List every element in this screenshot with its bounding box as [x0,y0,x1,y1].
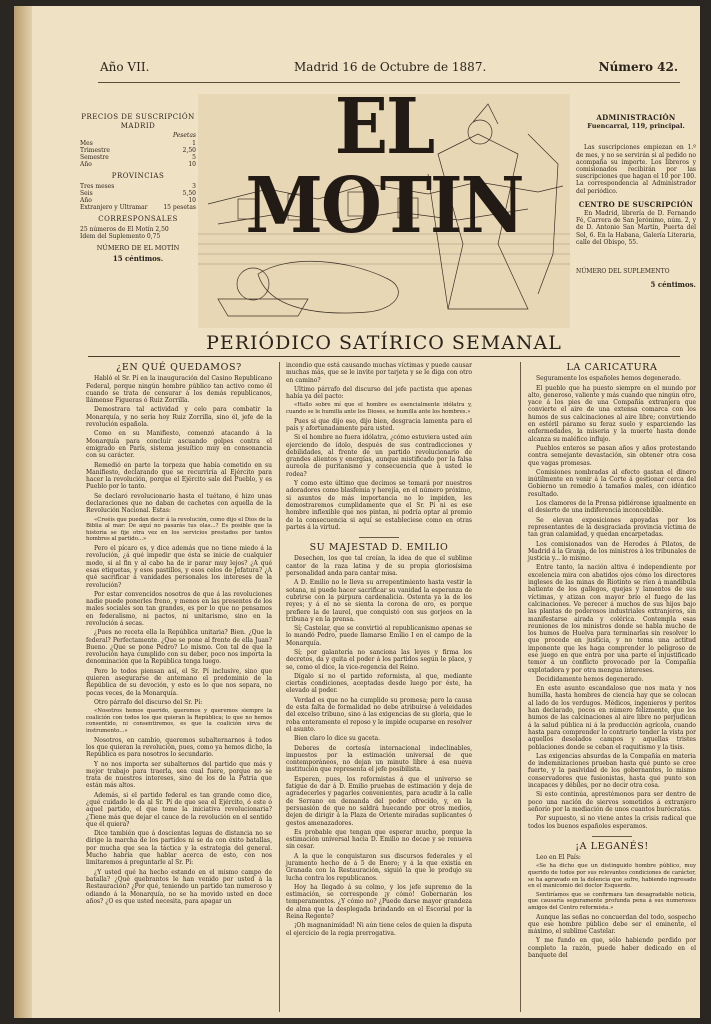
paragraph: El pueblo que ha puesto siempre en el mundo por alto, generoso, valiente y más cuando que ningún otro, yace á los pies de una Compañía extranjera que convierte el aire de una extensa comarca con los humos de sus calcinaciones al aire libre; convirtiendo en estéril páramo su feraz suelo y esparciendo las enfermedades, la miseria y la muerte hasta donde alcanza su maléfico influjo. [528,384,696,443]
paragraph: Ultimo párrafo del discurso del jefe pactista que apenas había ya del pacto: [286,385,472,401]
price-row: Idem del Suplemento 0,75 [80,232,161,240]
paragraph: En este asunto escandaloso que nos mata y nos humilla, hasta hombres de ciencia hay que se colocan al lado de los verdugos. Médicos, ingenieros y peritos han declarado, pocos en número felizmente, que los humos de las calcinaciones al aire libre no perjudican á la salud pública ni á la producción agrícola, cuando hasta para comprender lo contrario tender la vista por aquellos desolados campos y aquellas tristes poblaciones donde se ceban el raquitismo y la tisis. [528,685,696,751]
issue-date: Madrid 16 de Octubre de 1887. [294,60,487,74]
issue-year: Año VII. [100,60,150,74]
prices-heading: PRECIOS DE SUSCRIPCIÓN [81,113,195,121]
provincias-heading: PROVINCIAS [111,172,165,181]
subscription-prices [80,112,196,262]
paragraph: Por estar convencidos nosotros de que á las revoluciones nadie puede ponerles freno, y menos en las presentes de los males sociales son tan grandes, es por lo que no pensamos en federalismo, ni pactos, ni unitarismo, sino en la revolución á secas. [86,590,272,627]
paragraph: Verdad es que no ha cumplido su promesa; pero la causa de esta falta de formalidad no debe atribuirse á veleidades del excelso tribuno, sino á las exigencias de su gloria, que le roba enteramente el reposo y le impide ocuparse en resolver el asunto. [286,696,472,733]
admin-heading: ADMINISTRACIÓN [596,113,676,122]
paragraph: Pues si que dijo eso, dijo bien, desgracia lamenta para el país y afortunadamente para usted. [286,417,472,432]
paragraph: Habló el Sr. Pí en la inauguración del Casino Republicano Federal, porque ningún hombre público tan activo como él cuando se trata de censurar á los demás republicanos, llámense Figueras ó Ruiz Zorrilla. [86,375,272,405]
price-row [80,161,196,168]
paragraph: Y como este último que decimos se tomará por nuestros adoradores como blasfemia y herejía, en el número próximo, si asuntos de más importancia no lo impiden, les demostraremos cumplidamente que el Sr. Pí ni es ese hombre inflexible que nos pintan, ni podría optar al premio de la consecuencia si aquí se estableciese como en otras partes á la virtud. [286,480,472,531]
price-label: Tres meses [80,182,115,190]
paragraph: Dígalo si no el partido reformista, al que, mediante ciertas condiciones, aceptadas desde luego por éste, ha elevado al poder. [286,672,472,695]
price-label: Año [80,161,92,169]
centro-heading: CENTRO DE SUSCRIPCIÓN [578,199,694,209]
column-separator [520,362,521,1012]
paragraph: Los comisionados van de Herodes á Pilatos, de Madrid á la Granja, de los ministros á los tribunales de justicia y... lo mismo. [528,540,696,563]
subtitle-rule [88,356,680,357]
numero-label: NÚMERO DE EL MOTÍN [96,244,180,253]
price-value: 10 [188,161,196,169]
paragraph: Hoy ha llegado á su colmo, y los jefe supremo de la estimación, se corresponde ¡y cómo! Gobernarán los temperamentos. ¿Y cómo no? ¿Puede darse mayor grandeza de alma que la desplegada brindando en el Escorial por la Reina Regente? [286,883,472,921]
quotation: «Nosotros hemos querido, queremos y queremos siempre la coalición con todos los que quieran la República; lo que no hemos consentido, ni consentiremos, es que la coalición sirva de instrumento...» [86,708,272,735]
subscription-terms: Las suscripciones empiezan en 1.º de mes, y no se servirán si al pedido no acompaña su importe. Los libreros y comisionados recibirán por las suscripciones que hagan el 10 por 100. La correspondencia al Administrador del periódico. [576,144,696,195]
price-label: Extranjero y Ultramar [80,204,148,212]
paragraph: Es probable que tengan que esperar mucho, porque la estimación universal hacia D. Emilio no decae y se renueva sin cesar. [286,828,472,851]
price-row [80,197,196,204]
masthead-title: EL MOTIN [245,80,523,251]
price-label: Mes [80,139,93,147]
madrid-heading: MADRID [120,122,156,131]
paragraph: Nosotros, en cambio, queremos subalternarnos á todos los que quieran la revolución, pues, como ya hemos dicho, la República es para nosotros lo secundario. [86,736,272,759]
paragraph: A D. Emilio no le lleva su arrepentimiento hasta vestir la sotana, ni puede hacer sacrificar su vanidad la esperanza de cubrirse con la púrpura cardenalicia. Ostenta ya la de los reyes; y á el no se sienta la corona de oro, es porque prefiere la de laurel, que conquistó con sus gorjeos en la tribuna y en la prensa. [286,579,472,623]
admin-address: Fuencarral, 119, principal. [587,122,685,131]
paragraph: Seguramente los españoles hemos degenerado. [536,375,681,383]
paragraph: Pero el pícaro es, y dice además que no tiene miedo á la revolución, ¿á qué impedir que ésta se inicie de cualquier modo, si al fin y al cabo ha de ir parar muy lejos? ¿A qué esas etiquetas, y esos pastillos, y esos celos de Jefatura? ¿A qué sacrificar á vanidades personales los intereses de la revolución? [86,545,272,589]
price-value: 3 [192,182,196,190]
paragraph: Leo en El País: [536,854,581,862]
issue-number: Número 42. [598,60,678,74]
page-spine [14,6,32,1018]
paragraph: incendio que está causando muchas víctimas y puede causar muchas más, que se le invite por tarjeta y se le diga con otro en camino? [286,362,472,384]
price-row [80,190,196,197]
paragraph: A la que le conquistaron sus discursos federales y el juramento hecho de á 5 de Enero; y á la que existía en Granada con la Restauración, siguió la que le produjo su lucha contra los republicanos. [286,852,472,882]
paragraph: Entre tanto, la nación altiva é independiente por excelencia mira con abatidos ojos cómo los directores ingleses de las minas de Riotinto se ríen á mandíbula batiente de los gallegos, quejas y lamentos de sus víctimas, y atizan con mayor brío el fuego de las calcinaciones. Ve perecer á muchos de sus hijos bajo las plantas de poderosos industriales extranjeros, sin manifestarse airada y colérica. Contempla esas reuniones de los ministros donde se habla mucho de los humos de Huelva para terminarlas sin resolver lo que procede en justicia, y no toma una actitud imponente que les haga comprender lo peligroso de ese juego en que entra por una parte el injustificado temor á un conflicto provocado por la Compañía explotadora y por otra mengua intereses. [528,564,696,674]
price-row [80,183,196,190]
paragraph: ¿Pues no receta ella la República unitaria? Bien. ¿Que la federal? Perfectamente. ¿Que se pone al frente de ella Juan? Bueno. ¿Que se pone Pedro? Lo mismo. Con tal de que la revolución haya cumplido con su deber, poco nos importa la denominación que la República tenga luego. [86,629,272,666]
paragraph: Pueblos enteros se pasan años y años protestando contra semejante devastación, sin obtener otra cosa que vagas promesas. [528,444,696,467]
numero-price: 15 céntimos. [112,254,164,264]
price-row [80,154,196,161]
paragraph: ¡Oh magnanimidad! Ni aún tiene celos de quien la disputa el ejercicio de la regia prerrogativa. [286,922,472,937]
paragraph: Los clamores de la Prensa pidiéronse igualmente en el desierto de una indiferencia inconcebible. [528,500,696,515]
corresponsales-list [80,226,196,240]
article-title: ¡A LEGANÉS! [575,840,649,852]
divider [359,537,399,538]
paragraph: Desechen, los que tal creían, la idea de que el sublime cantor de la raza latina y de su propia gloriosísima personalidad anda para cantar misa. [286,555,472,578]
paragraph: Y me fundo en que, sólo habiendo perdido por completo la razón, puede haber dedicado en el banquete del [528,937,696,960]
divider [592,836,632,837]
column-1 [86,362,272,907]
quotation: Sentiríamos que se confirmara tan desagradable noticia, que causaría seguramente profunda pena á sus numerosos amigos del Centro reformista.» [528,891,696,911]
paragraph: Las exigencias absurdas de la Compañía en materia de indemnizaciones prueban hasta qué punto se cree fuerte, y la pasividad de los gobernantes, lo mismo conservadores que fusionistas, hasta qué punto son incapaces y débiles, por no decir otra cosa. [528,752,696,790]
masthead [198,80,570,328]
paragraph: Si el hombre no fuera idólatra, ¿cómo estuviera usted aún ejerciendo de ídolo, después de sus contradicciones y debilidades, al frente de un partido revolucionario de grandes alientos y energías, aunque mistificado por la falsa aureola de puritanismo y consecuencia que á usted le rodea? [286,434,472,478]
paragraph: Aunque las señas no concuerdan del todo, sospecho que ese hombre público debe ser el eminente, el máximo, el sublime Castelar. [528,913,696,936]
corresponsales-heading: CORRESPONSALES [98,215,178,224]
quotation: «Creéis que puedan decir á la revolución, como dijo el Dios de la Biblia al mar: De aquí no pasarás tus olas...? Es posible que la historia se fije otra vez en los servicios prestados por tantos hombres al partido...» [86,516,272,543]
price-row [80,204,196,211]
paragraph: Comisiones nombradas al efecto gastan el dinero inútilmente en venir á la Corte á gestionar cerca del Gobierno un remedio á tamaños males, con idéntico resultado. [528,468,696,498]
paragraph: Y no nos importa ser subalternos del partido que más y mejor trabajo para traerla, sea cual fuere, porque no se trata de nuestros intereses, sino de los de la Patria que están más altos. [86,760,272,790]
administration-info [576,112,696,288]
price-value: 5,50 [182,189,196,197]
price-value: 5 [192,154,196,162]
paragraph: Se elevan exposiciones apoyadas por los representantes de la desgraciada provincia víctima de tan gran calamidad, y quedan encarpetadas. [528,516,696,539]
price-value: 10 [188,197,196,205]
price-label: Año [80,197,92,205]
paragraph: Dice también que á doscientas leguas de distancia no se dirige la marcha de los partidos ni se da con éxito batallas, por mucha que sea la táctica y la estrategia del general. Mucho habría que hablar acerca de esto, con nos limitaremos á preguntarle al Sr. Pí: [86,830,272,867]
article-title: ¿EN QUÉ QUEDAMOS? [116,362,242,373]
paragraph: Además, si el partido federal es tan grande como dice, ¿qué cuidado le da al Sr. Pí de que sea el Ejército, ó este ó aquel partido, el que tome la iniciativa revolucionaria? ¿Tiene más que dejar el cauce de la revolución en el sentido que él quiera? [86,791,272,828]
suplemento-label: NÚMERO DEL SUPLEMENTO [576,268,670,276]
paragraph: Deberes de cortesía internacional indeclinables, impuestos por la estimación universal de que contemporáneos, no dejan un minuto libre á esa nueva institución que representa el jefe posibilista. [286,744,472,774]
paragraph: Por supuesto, si no viene antes la crisis radical que todos los buenos españoles esperamos. [528,815,696,830]
paragraph: Bien claro lo dice su gaceta. [294,735,380,743]
newspaper-page [14,6,700,1018]
paragraph: ¿Y usted qué ha hecho estando en el mismo campo de batalla? ¿Qué quebrantos le han venido por usted á la Restauración? ¿Por qué, teniendo un partido tan numeroso y odiando á la Monarquía, no se ha movido usted en doce años? ¿O es que usted necesita, para apagar un [86,868,272,905]
masthead-subtitle: PERIÓDICO SATÍRICO SEMANAL [206,332,562,354]
paragraph: Sí; Castelar, que se convirtió al republicanismo apenas se lo mandó Pedro, puede llamarse Emilio I en el campo de la Monarquía. [286,625,472,647]
price-row: 25 números de El Motín 2,50 [80,225,169,233]
paragraph: Demostrara tal actividad y celo para combatir la Monarquía, y no sería hoy Ruiz Zorrilla, sino él, jefe de la revolución española. [86,406,272,429]
paragraph: Pero lo todos piensan así, el Sr. Pí inclusive, sino que quieren asegurarse de antemano el predominio de la República de su devoción, y esto es lo que nos separa, no pocas veces, de la Monarquía. [86,667,272,697]
suplemento-price: 5 céntimos. [650,280,696,290]
centro-text: En Madrid, librería de D. Fernando Fé, Carrera de San Jerónimo, núm. 2, y de D. Antonio San Martín, Puerta del Sol, 6. En la Habana, Galería Literaria, calle del Obispo, 55. [576,210,696,246]
price-value: 1 [192,139,196,147]
quotation: «Hallo sobre mí que el hombre es esencialmente idólatra y, cuando se le humilla ante los Dioses, se humilla ante los hombres.» [286,402,472,416]
madrid-price-list [80,140,196,169]
paragraph: Remedió en parte la torpeza que había cometido en su Manifiesto, declarando que se recurriría al Ejército para hacer la revolución, porque el Ejército sale del Pueblo, y es Pueblo por lo tanto. [86,461,272,491]
paragraph: Sí; por galantería no sanciona las leyes y firma los decretos, da y quita el poder á los partidos según le place, y se, como el dice, la vice-regencia del Reino. [286,648,472,671]
price-row [80,140,196,147]
column-3 [528,362,696,961]
paragraph: Como en su Manifiesto, comenzó atacando á la Monarquía para concluir ascuando golpes contra el emigrado en París, sistema jesuítico muy en consonancia con su carácter. [86,430,272,460]
pesetas-label: Pesetas [172,132,196,140]
provincias-price-list [80,183,196,212]
price-value: 2,50 [182,146,196,154]
paragraph: Otro párrafo del discurso del Sr. Pí: [94,698,203,706]
paragraph: Se declaró revolucionario hasta el tuétano, é hizo unas declaraciones que no daban de cachetes con aquella de la Revolución Nacional. Estas: [86,492,272,515]
article-title: SU MAJESTAD D. EMILIO [309,542,449,554]
paragraph: Decididamente hemos degenerado. [536,675,644,683]
price-label: Trimestre [80,146,110,154]
price-row [80,147,196,154]
paragraph: Esperen, pues, los reformistas á que el universo se fatigue de dar á D. Emilio pruebas de estimación y deja de agradecerles y pagarles convenientes, para acudir á la calle de Serrano en demanda del poder ofrecido, y, en la persuasión de que no saldrá huecando por otros medios, dejen de dirigir á la Plaza de Oriente miradas suplicantes ó gestos amenazadores. [286,775,472,827]
price-label: Semestre [80,154,109,162]
article-title: LA CARICATURA [566,362,658,373]
price-value: 15 pesetas [163,204,196,212]
column-separator [279,362,280,1012]
price-label: Seis [80,189,93,197]
quotation: «Se ha dicho que un distinguido hombre público, muy querido de todos por sus relevantes condiciones de carácter, se ha agravado en la dolencia que sufre, habiendo ingresado en el manicomio del doctor Esquerdo. [528,863,696,890]
paragraph: Si esto continúa, aprestémonos para ser dentro de poco una nación de siervos sometidos á extranjero señorío por la mediación de unos cuantos burócratas. [528,791,696,813]
column-2 [286,362,472,939]
